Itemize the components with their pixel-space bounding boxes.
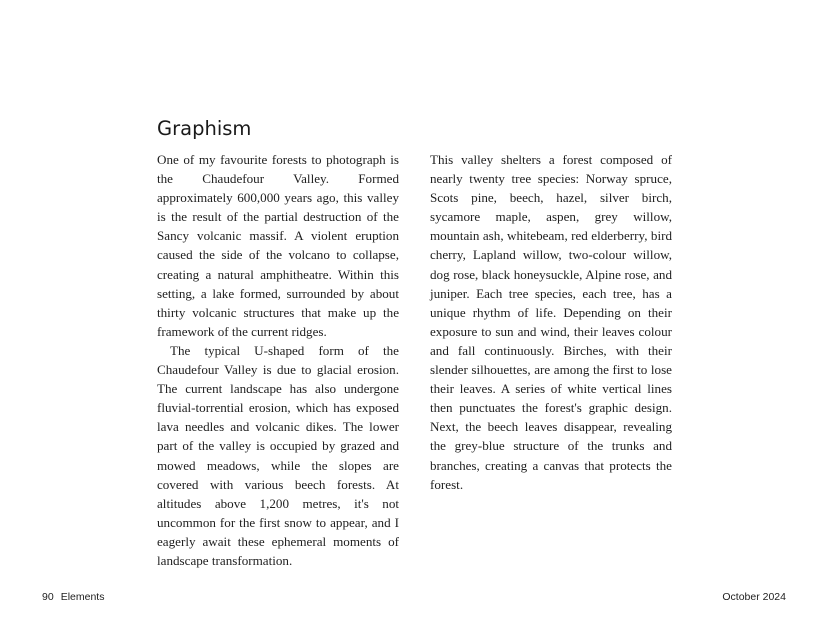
paragraph: One of my favourite forests to photograph is the Chaudefour Valley. Formed approximately 600,000 years ago, this valley is the result of the partial destruction of the Sancy volcanic massif. A violent eruption caused the side of the volcano to collapse, creating a natural amphitheatre. Within this setting, a lake formed, surrounded by about thirty volcanic structures that make up the framework of the current ridges. (157, 152, 399, 339)
issue-date: October 2024 (722, 591, 786, 603)
right-column (430, 150, 672, 494)
left-column (157, 150, 399, 570)
paragraph: This valley shelters a forest composed of nearly twenty tree species: Norway spruce, Scots pine, beech, hazel, silver birch, sycamore maple, aspen, grey willow, mountain ash, whitebeam, red elderberry, bird cherry, Lapland willow, two-colour willow, dog rose, black honeysuckle, Alpine rose, and juniper. Each tree species, each tree, has a unique rhythm of life. Depending on their exposure to sun and wind, their leaves colour and fall continuously. Birches, with their slender silhouettes, are among the first to lose their leaves. A series of white vertical lines then punctuates the forest's graphic design. Next, the beech leaves disappear, revealing the grey-blue structure of the trunks and branches, creating a canvas that protects the forest. (430, 152, 672, 492)
page-number: 90 (42, 591, 54, 603)
paragraph: The typical U-shaped form of the Chaudefour Valley is due to glacial erosion. The current landscape has also undergone fluvial-torrential erosion, which has exposed lava needles and volcanic dikes. The lower part of the valley is occupied by grazed and mowed meadows, while the slopes are covered with various beech forests. At altitudes above 1,200 metres, it's not uncommon for the first snow to appear, and I eagerly await these ephemeral moments of landscape transformation. (157, 342, 399, 568)
article-title: Graphism (157, 117, 252, 140)
publication-name: Elements (60, 591, 105, 603)
page-folio (42, 590, 104, 604)
